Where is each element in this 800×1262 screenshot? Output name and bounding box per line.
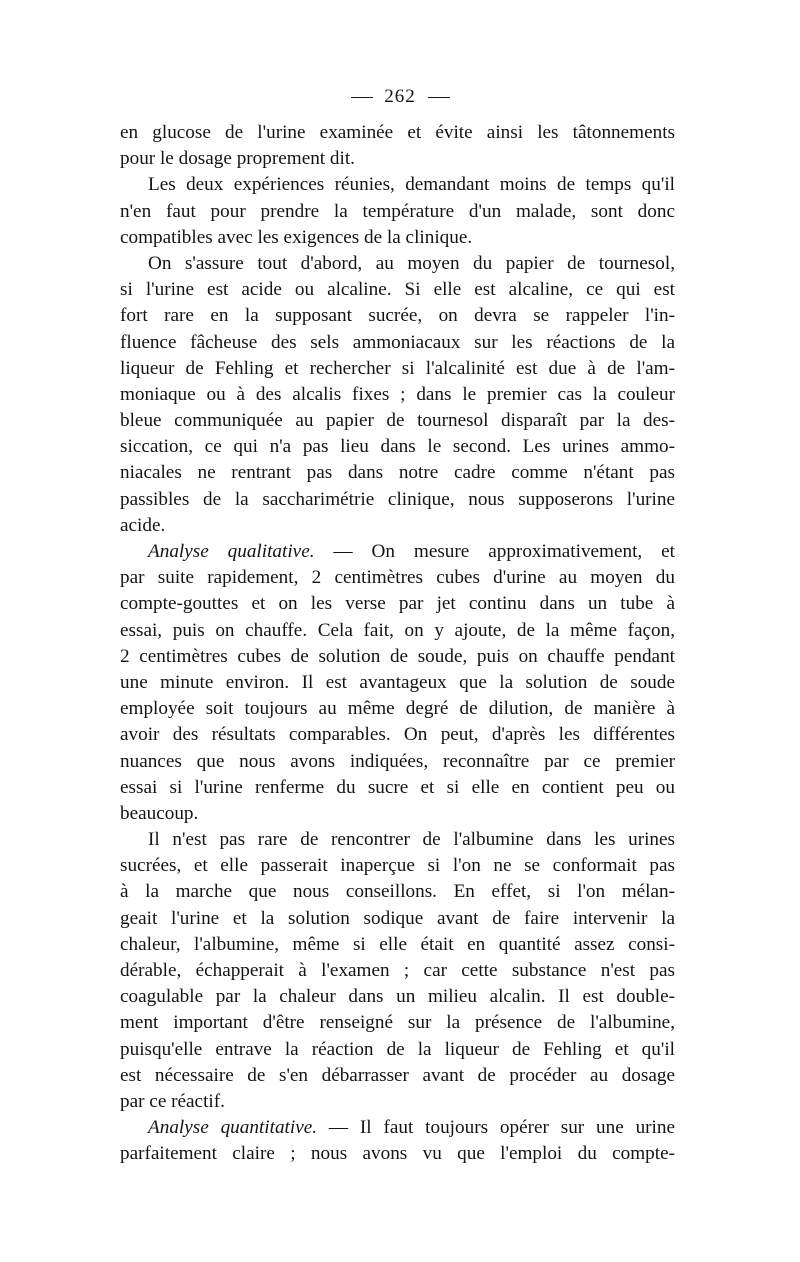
text-line: n'en faut pour prendre la température d'un malade, sont donc [120, 200, 675, 222]
text-line: acide. [120, 514, 166, 536]
text-line: sucrées, et elle passerait inaperçue si l'on ne se conformait pas [120, 855, 675, 877]
text-line: Il n'est pas rare de rencontrer de l'albumine dans les urines [148, 829, 675, 851]
text-line: coagulable par la chaleur dans un milieu alcalin. Il est double- [120, 986, 675, 1008]
text-line: fort rare en la supposant sucrée, on devra se rappeler l'in- [120, 305, 675, 327]
text-line: une minute environ. Il est avantageux que la solution de soude [120, 671, 675, 693]
text-line: beaucoup. [120, 802, 199, 824]
header-dash-right [428, 97, 450, 98]
line-text: — On mesure approximativement, et [314, 541, 675, 562]
text-line: à la marche que nous conseillons. En effet, si l'on mélan- [120, 881, 675, 903]
text-line: pour le dosage proprement dit. [120, 148, 355, 170]
text-line: 2 centimètres cubes de solution de soude, puis on chauffe pendant [120, 645, 675, 667]
text-line: essai, puis on chauffe. Cela fait, on y ajoute, de la même façon, [120, 619, 675, 641]
section-heading: Analyse qualitative. [148, 541, 315, 562]
text-line: par ce réactif. [120, 1090, 225, 1112]
text-line: siccation, ce qui n'a pas lieu dans le second. Les urines ammo- [120, 436, 675, 458]
text-line: niacales ne rentrant pas dans notre cadre comme n'étant pas [120, 462, 675, 484]
section-heading: Analyse quantitative. [148, 1117, 318, 1139]
line-text: — Il faut toujours opérer sur une urine [317, 1117, 675, 1139]
header-dash-left [351, 97, 373, 98]
text-line: parfaitement claire ; nous avons vu que l'emploi du compte- [120, 1143, 675, 1165]
text-line: Les deux expériences réunies, demandant moins de temps qu'il [148, 174, 675, 196]
page-number-header [0, 86, 800, 108]
text-line: nuances que nous avons indiquées, reconnaître par ce premier [120, 750, 675, 772]
text-line: dérable, échapperait à l'examen ; car cette substance n'est pas [120, 960, 675, 981]
text-line: chaleur, l'albumine, même si elle était en quantité assez consi- [120, 933, 675, 955]
text-line: par suite rapidement, 2 centimètres cubes d'urine au moyen du [120, 567, 675, 589]
text-line: geait l'urine et la solution sodique avant de faire intervenir la [120, 907, 675, 929]
text-line: puisqu'elle entrave la réaction de la liqueur de Fehling et qu'il [120, 1038, 675, 1060]
text-line: fluence fâcheuse des sels ammoniacaux sur les réactions de la [120, 331, 675, 353]
text-line: est nécessaire de s'en débarrasser avant de procéder au dosage [120, 1064, 675, 1086]
text-line [120, 1115, 675, 1141]
text-line: liqueur de Fehling et rechercher si l'alcalinité est due à de l'am- [120, 357, 675, 379]
text-line: en glucose de l'urine examinée et évite ainsi les tâtonnements [120, 122, 675, 143]
text-line: moniaque ou à des alcalis fixes ; dans le premier cas la couleur [120, 383, 675, 405]
text-line: passibles de la saccharimétrie clinique, nous supposerons l'urine [120, 488, 675, 510]
text-line: On s'assure tout d'abord, au moyen du papier de tournesol, [148, 252, 675, 274]
body-text [120, 120, 675, 1168]
text-line: ment important d'être renseigné sur la présence de l'albumine, [120, 1012, 675, 1034]
page-number: 262 [384, 86, 416, 107]
text-line: essai si l'urine renferme du sucre et si elle en contient peu ou [120, 776, 675, 798]
text-line: compte-gouttes et on les verse par jet continu dans un tube à [120, 593, 675, 615]
text-line: compatibles avec les exigences de la clinique. [120, 226, 473, 248]
text-line: employée soit toujours au même degré de dilution, de manière à [120, 698, 675, 720]
text-line [120, 539, 675, 565]
text-line: avoir des résultats comparables. On peut, d'après les différentes [120, 724, 675, 746]
text-line: bleue communiquée au papier de tournesol disparaît par la des- [120, 410, 675, 432]
text-line: si l'urine est acide ou alcaline. Si elle est alcaline, ce qui est [120, 279, 675, 301]
